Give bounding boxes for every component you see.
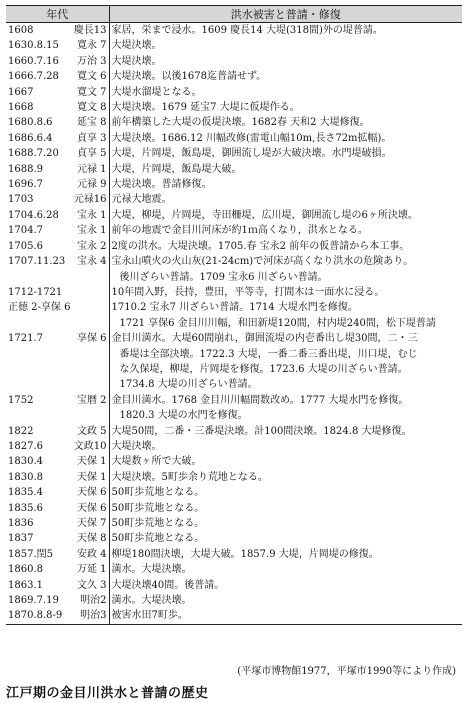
table-row (6, 223, 462, 238)
event-cell (109, 162, 462, 177)
event-text: 大堤数ヶ所で大破。 (111, 456, 202, 468)
table-row (6, 562, 462, 577)
event-cell (109, 254, 462, 285)
header-events: 洪水被害と普請・修復 (109, 6, 462, 23)
row-date: 1827.6 (8, 440, 43, 452)
event-cell (109, 501, 462, 516)
era-cell (6, 23, 109, 39)
event-cell (109, 485, 462, 500)
event-text: 1820.3 大堤の水門を修復。 (119, 410, 248, 422)
event-text: 大堤決壊40間。後普請。 (111, 579, 225, 591)
event-text: 金目川満水。1768 金目川川幅間数改め。1777 大堤水門を修復。 (111, 394, 409, 406)
row-date: 正徳 2-享保 6 (8, 302, 71, 314)
row-date: 1857.閏5 (8, 548, 53, 560)
event-cell (109, 331, 462, 393)
era-cell (6, 485, 109, 500)
row-date: 1721.7 (8, 333, 43, 345)
event-text: 大堤決壊。普請修復。 (111, 179, 212, 191)
row-date: 1680.8.6 (8, 117, 53, 129)
row-era: 文政 5 (76, 425, 107, 437)
event-cell (109, 85, 462, 100)
event-text: 大堤決壊。1686.12 川幅改修(雷電山幅10m,長さ72m拡幅)。 (111, 132, 392, 144)
row-date: 1835.6 (8, 502, 43, 514)
table-row (6, 100, 462, 115)
row-era: 慶長13 (73, 25, 107, 36)
table-row (6, 285, 462, 300)
event-cell (109, 608, 462, 624)
row-date: 1863.1 (8, 579, 43, 591)
table-row (6, 454, 462, 469)
event-cell (109, 192, 462, 207)
event-text: 大堤50間，二番・三番堤決壊。計100間決壊。1824.8 大堤修復。 (111, 425, 412, 437)
table-row (6, 501, 462, 516)
table-row (6, 516, 462, 531)
era-cell (6, 454, 109, 469)
event-text: 大堤，柳堤，片岡堤，寺田柵堤，広川堤，御囲流し堤の6ヶ所決壊。 (111, 209, 418, 221)
row-date: 1688.9 (8, 163, 43, 175)
event-cell (109, 38, 462, 53)
event-cell (109, 424, 462, 439)
event-cell (109, 223, 462, 238)
event-text: 大堤決壊。5町歩余り荒地となる。 (111, 471, 268, 483)
table-row (6, 470, 462, 485)
row-era: 元禄 1 (76, 163, 107, 175)
row-era: 明治2 (80, 595, 107, 607)
event-text: 大堤決壊。1679 延宝7 大堤に仮堤作る。 (111, 102, 300, 114)
event-text: 被害水田7町歩。 (111, 610, 188, 622)
row-date: 1860.8 (8, 564, 43, 576)
table-row (6, 208, 462, 223)
row-date: 1688.7.20 (8, 148, 59, 160)
row-era: 天保 1 (76, 471, 107, 483)
event-text: 大堤決壊。 (111, 440, 162, 452)
row-date: 1704.7 (8, 225, 43, 237)
event-text: な久保堤，柳堤，片岡堤を修復。1723.6 大堤の川ざらい普請。 (119, 363, 408, 375)
row-era: 天保 6 (76, 487, 107, 499)
era-cell (6, 146, 109, 161)
table-row (6, 485, 462, 500)
table-row (6, 393, 462, 424)
event-text: 大堤，片岡堤，飯島堤大破。 (111, 163, 242, 175)
table-row (6, 38, 462, 53)
event-cell (109, 547, 462, 562)
event-cell (109, 531, 462, 546)
era-cell (6, 223, 109, 238)
row-era: 文政10 (73, 440, 107, 452)
event-cell (109, 23, 462, 39)
row-date: 1822 (8, 425, 34, 437)
event-text: 大堤水溜堤となる。 (111, 86, 202, 98)
event-text: 満水。大堤決壊。 (111, 564, 192, 576)
event-cell (109, 131, 462, 146)
event-text: 大堤決壊。 (111, 55, 162, 67)
era-cell (6, 54, 109, 69)
history-table (6, 5, 462, 625)
row-era: 宝永 2 (76, 240, 107, 252)
row-era: 天保 7 (76, 518, 107, 529)
row-era: 文久 3 (76, 579, 107, 591)
era-cell (6, 516, 109, 531)
row-date: 1696.7 (8, 179, 43, 191)
event-text: 金目川満水。大堤60間崩れ，御囲流堤の内壱番出し堤30間，二・三 (111, 333, 418, 345)
row-date: 1668 (8, 102, 34, 114)
row-era: 万治 3 (76, 55, 107, 67)
row-date: 1712-1721 (8, 286, 63, 298)
table-row (6, 424, 462, 439)
era-cell (6, 254, 109, 285)
table-row (6, 608, 462, 624)
event-text: 10年間入野，長持，豊田，平等寺，打間木は一面水に浸る。 (111, 286, 385, 298)
era-cell (6, 131, 109, 146)
row-era: 元禄 9 (76, 179, 107, 191)
table-row (6, 331, 462, 393)
event-text: 前年の地震で金目川河床が約1ｍ高くなり，洪水となる。 (111, 225, 368, 237)
event-cell (109, 578, 462, 593)
table-row (6, 69, 462, 84)
era-cell (6, 162, 109, 177)
row-era: 明治3 (80, 610, 107, 622)
event-cell (109, 593, 462, 608)
event-cell (109, 516, 462, 531)
row-era: 万延 1 (76, 564, 107, 576)
era-cell (6, 439, 109, 454)
row-era: 宝暦 2 (76, 394, 107, 406)
event-text: 1710.2 宝永7 川ざらい普請。1714 大堤水門を修復。 (111, 302, 358, 314)
event-text: 大堤決壊。 (111, 40, 162, 52)
row-era: 享保 6 (76, 333, 107, 345)
event-cell (109, 239, 462, 254)
row-date: 1869.7.19 (8, 595, 59, 607)
row-date: 1608 (8, 25, 34, 36)
table-row (6, 578, 462, 593)
figure-caption: 江戸期の金目川洪水と普請の歴史 (6, 686, 209, 701)
table-row (6, 177, 462, 192)
era-cell (6, 85, 109, 100)
event-cell (109, 454, 462, 469)
event-text: 2度の洪水。大堤決壊。1705.春 宝永2 前年の仮普請から本工事。 (111, 240, 410, 252)
row-date: 1686.6.4 (8, 132, 53, 144)
era-cell (6, 38, 109, 53)
event-cell (109, 285, 462, 300)
table-row (6, 300, 462, 331)
row-era: 元禄16 (73, 194, 107, 206)
event-text: 満水。大堤決壊。 (111, 595, 192, 607)
table-row (6, 146, 462, 161)
row-era: 天保 1 (76, 456, 107, 468)
row-date: 1830.8 (8, 471, 43, 483)
era-cell (6, 239, 109, 254)
event-cell (109, 100, 462, 115)
era-cell (6, 547, 109, 562)
era-cell (6, 562, 109, 577)
row-era: 延宝 8 (76, 117, 107, 129)
era-cell (6, 192, 109, 207)
event-cell (109, 54, 462, 69)
event-text: 元禄大地震。 (111, 194, 172, 206)
era-cell (6, 578, 109, 593)
table-row (6, 593, 462, 608)
row-era: 天保 8 (76, 533, 107, 545)
era-cell (6, 100, 109, 115)
era-cell (6, 69, 109, 84)
row-era: 天保 6 (76, 502, 107, 514)
event-text: 家居，栄まで浸水。1609 慶長14 大堤(318間)外の堤普請。 (111, 25, 383, 36)
table-row (6, 23, 462, 39)
row-date: 1707.11.23 (8, 256, 66, 268)
event-text: 50町歩荒地となる。 (111, 533, 205, 545)
event-text: 後川ざらい普請。1709 宝永6 川ざらい普請。 (119, 271, 328, 283)
row-era: 貞享 3 (76, 132, 107, 144)
event-text: 前年構築した大堤の仮堤決壊。1682春 天和2 大堤修復。 (111, 117, 370, 129)
table-row (6, 254, 462, 285)
era-cell (6, 208, 109, 223)
event-cell (109, 69, 462, 84)
era-cell (6, 424, 109, 439)
row-date: 1870.8.8-9 (8, 610, 63, 622)
table-row (6, 439, 462, 454)
row-date: 1835.4 (8, 487, 43, 499)
row-era: 寛文 8 (76, 102, 107, 114)
table-row (6, 162, 462, 177)
event-text: 50町歩荒地となる。 (111, 518, 205, 529)
event-cell (109, 208, 462, 223)
event-text: 50町歩荒地となる。 (111, 502, 205, 514)
event-text: 1734.8 大堤の川ざらい普請。 (119, 379, 258, 391)
header-era: 年代 (6, 6, 109, 23)
row-era: 宝永 1 (76, 209, 107, 221)
era-cell (6, 501, 109, 516)
row-date: 1837 (8, 533, 34, 545)
row-era: 貞享 5 (76, 148, 107, 160)
table-row (6, 547, 462, 562)
table-header-row (6, 6, 462, 23)
table-row (6, 192, 462, 207)
event-text: 柳堤180間決壊，大堤大破。1857.9 大堤，片岡堤の修復。 (111, 548, 379, 560)
event-cell (109, 177, 462, 192)
row-date: 1703 (8, 194, 34, 206)
table-row (6, 531, 462, 546)
event-cell (109, 300, 462, 331)
table-row (6, 115, 462, 130)
row-date: 1836 (8, 518, 34, 529)
event-text: 大堤，片岡堤，飯島堤，御囲流し堤が大破決壊。水門堤破損。 (111, 148, 392, 160)
row-era: 安政 4 (76, 548, 107, 560)
row-date: 1667 (8, 86, 34, 98)
row-era: 寛文 7 (76, 86, 107, 98)
row-date: 1630.8.15 (8, 40, 59, 52)
era-cell (6, 593, 109, 608)
row-date: 1705.6 (8, 240, 43, 252)
table-row (6, 131, 462, 146)
row-date: 1752 (8, 394, 34, 406)
event-cell (109, 115, 462, 130)
era-cell (6, 285, 109, 300)
row-date: 1666.7.28 (8, 71, 59, 83)
era-cell (6, 393, 109, 424)
era-cell (6, 177, 109, 192)
event-cell (109, 562, 462, 577)
row-era: 寛文 6 (76, 71, 107, 83)
row-date: 1830.4 (8, 456, 43, 468)
table-row (6, 239, 462, 254)
era-cell (6, 331, 109, 393)
era-cell (6, 531, 109, 546)
event-cell (109, 470, 462, 485)
event-text: 50町歩荒地となる。 (111, 487, 205, 499)
event-text: 番堤は全部決壊。1722.3 大堤，一番二番三番出堤，川口堤，むじ (119, 348, 418, 360)
event-text: 大堤決壊。以後1678迄普請せず。 (111, 71, 267, 83)
table-body (6, 23, 462, 625)
event-text: 宝永山噴火の火山灰(21-24cm)で河床が高くなり洪水の危険あり。 (111, 256, 414, 268)
event-cell (109, 146, 462, 161)
event-cell (109, 439, 462, 454)
row-era: 宝永 4 (76, 256, 107, 268)
row-date: 1660.7.16 (8, 55, 59, 67)
row-era: 宝永 1 (76, 225, 107, 237)
era-cell (6, 470, 109, 485)
table-row (6, 85, 462, 100)
era-cell (6, 608, 109, 624)
source-note: (平塚市博物館1977，平塚市1990等により作成) (237, 666, 456, 677)
era-cell (6, 300, 109, 331)
event-text: 1721 享保6 金目川川幅，和田新堤120間，村内堤240間，松下堤普請 (119, 317, 436, 329)
event-cell (109, 393, 462, 424)
table-row (6, 54, 462, 69)
row-era: 寛永 7 (76, 40, 107, 52)
row-date: 1704.6.28 (8, 209, 59, 221)
era-cell (6, 115, 109, 130)
